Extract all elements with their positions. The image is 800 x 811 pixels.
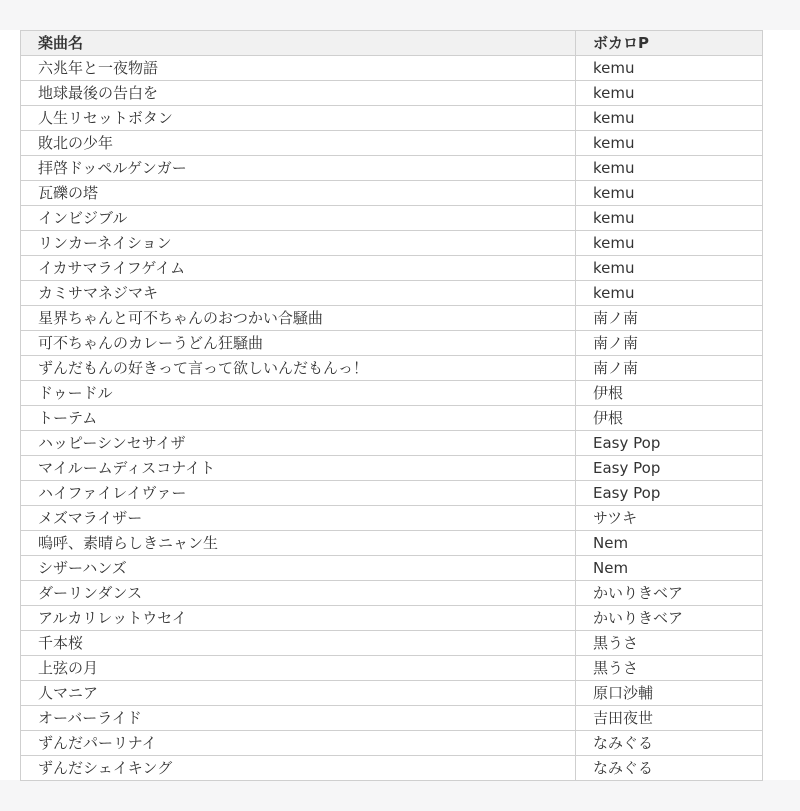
producer-cell: kemu (576, 131, 763, 156)
table-row (21, 631, 763, 656)
table-row (21, 506, 763, 531)
table-row (21, 706, 763, 731)
producer-cell: kemu (576, 56, 763, 81)
song-title-cell: ハッピーシンセサイザ (21, 431, 576, 456)
producer-cell: kemu (576, 106, 763, 131)
producer-cell: kemu (576, 81, 763, 106)
producer-cell: 伊根 (576, 381, 763, 406)
producer-cell: kemu (576, 206, 763, 231)
table-row (21, 356, 763, 381)
producer-cell: Easy Pop (576, 431, 763, 456)
producer-cell: Easy Pop (576, 456, 763, 481)
table-row (21, 306, 763, 331)
table-row (21, 531, 763, 556)
producer-cell: 伊根 (576, 406, 763, 431)
song-title-cell: トーテム (21, 406, 576, 431)
song-title-cell: マイルームディスコナイト (21, 456, 576, 481)
producer-cell: kemu (576, 156, 763, 181)
producer-cell: なみぐる (576, 731, 763, 756)
table-row (21, 681, 763, 706)
song-title-cell: 拝啓ドッペルゲンガー (21, 156, 576, 181)
song-title-cell: オーバーライド (21, 706, 576, 731)
producer-cell: なみぐる (576, 756, 763, 781)
table-row (21, 181, 763, 206)
song-title-cell: 敗北の少年 (21, 131, 576, 156)
song-title-cell: 地球最後の告白を (21, 81, 576, 106)
song-title-cell: 星界ちゃんと可不ちゃんのおつかい合騒曲 (21, 306, 576, 331)
song-title-cell: メズマライザー (21, 506, 576, 531)
producer-cell: kemu (576, 231, 763, 256)
table-row (21, 156, 763, 181)
table-body (21, 56, 763, 781)
table-row (21, 231, 763, 256)
table-row (21, 581, 763, 606)
producer-cell: kemu (576, 181, 763, 206)
song-title-cell: 可不ちゃんのカレーうどん狂騒曲 (21, 331, 576, 356)
song-title-cell: 人生リセットボタン (21, 106, 576, 131)
song-title-cell: 六兆年と一夜物語 (21, 56, 576, 81)
producer-cell: かいりきベア (576, 581, 763, 606)
song-title-cell: ダーリンダンス (21, 581, 576, 606)
header-vocaloid-producer: ボカロP (576, 31, 763, 56)
producer-cell: 黒うさ (576, 656, 763, 681)
table-row (21, 206, 763, 231)
song-table (20, 30, 763, 781)
song-title-cell: 瓦礫の塔 (21, 181, 576, 206)
producer-cell: 原口沙輔 (576, 681, 763, 706)
song-title-cell: ずんだシェイキング (21, 756, 576, 781)
header-song-title: 楽曲名 (21, 31, 576, 56)
table-row (21, 756, 763, 781)
producer-cell: サツキ (576, 506, 763, 531)
table-row (21, 131, 763, 156)
table-row (21, 381, 763, 406)
song-title-cell: 上弦の月 (21, 656, 576, 681)
table-row (21, 106, 763, 131)
song-title-cell: ずんだパーリナイ (21, 731, 576, 756)
table-row (21, 281, 763, 306)
song-title-cell: アルカリレットウセイ (21, 606, 576, 631)
song-title-cell: 千本桜 (21, 631, 576, 656)
producer-cell: Easy Pop (576, 481, 763, 506)
table-row (21, 606, 763, 631)
song-title-cell: ドゥードル (21, 381, 576, 406)
song-title-cell: シザーハンズ (21, 556, 576, 581)
table-row (21, 731, 763, 756)
producer-cell: Nem (576, 556, 763, 581)
table-row (21, 81, 763, 106)
producer-cell: kemu (576, 256, 763, 281)
table-row (21, 331, 763, 356)
producer-cell: 黒うさ (576, 631, 763, 656)
producer-cell: 南ノ南 (576, 356, 763, 381)
table-row (21, 481, 763, 506)
content-area (0, 30, 800, 780)
table-row (21, 406, 763, 431)
table-row (21, 256, 763, 281)
table-row (21, 56, 763, 81)
producer-cell: 吉田夜世 (576, 706, 763, 731)
producer-cell: kemu (576, 281, 763, 306)
table-row (21, 656, 763, 681)
song-title-cell: インビジブル (21, 206, 576, 231)
table-header-row (21, 31, 763, 56)
song-title-cell: ずんだもんの好きって言って欲しいんだもんっ！ (21, 356, 576, 381)
producer-cell: 南ノ南 (576, 306, 763, 331)
producer-cell: 南ノ南 (576, 331, 763, 356)
table-row (21, 456, 763, 481)
song-title-cell: 嗚呼、素晴らしきニャン生 (21, 531, 576, 556)
table-row (21, 556, 763, 581)
song-title-cell: イカサマライフゲイム (21, 256, 576, 281)
song-title-cell: カミサマネジマキ (21, 281, 576, 306)
song-title-cell: ハイファイレイヴァー (21, 481, 576, 506)
table-row (21, 431, 763, 456)
song-title-cell: リンカーネイション (21, 231, 576, 256)
song-title-cell: 人マニア (21, 681, 576, 706)
producer-cell: Nem (576, 531, 763, 556)
producer-cell: かいりきベア (576, 606, 763, 631)
